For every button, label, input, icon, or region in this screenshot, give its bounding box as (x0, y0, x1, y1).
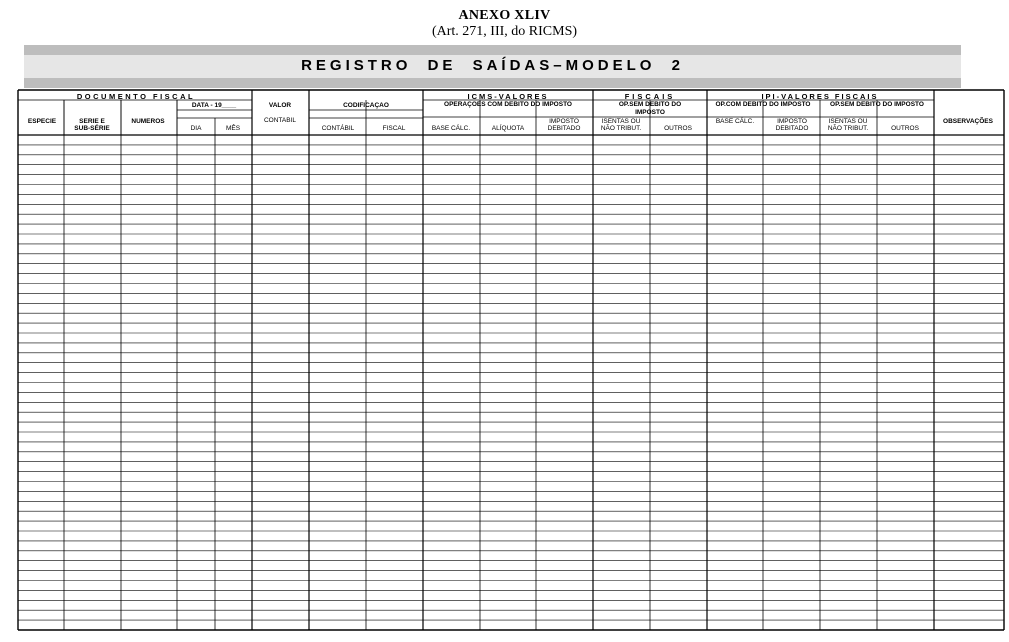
column-contabil: CONTÁBIL (321, 125, 355, 132)
column-serie-l2: SUB-SÉRIE (74, 125, 110, 132)
column-ipi-isentas-l1: ISENTAS OU (828, 118, 868, 125)
column-icms-aliquota: ALÍQUOTA (491, 125, 525, 132)
form-title: REGISTRO DE SAÍDAS–MODELO 2 (301, 57, 684, 74)
column-especie: ESPECIE (27, 118, 57, 125)
column-mes: MÊS (225, 125, 241, 132)
column-icms-isentas-l2: NÃO TRIBUT. (600, 125, 642, 132)
column-icms-imposto-debitado-l2: DEBITADO (547, 125, 581, 132)
column-ipi-outros: OUTROS (891, 125, 919, 132)
column-valor-contabil: CONTABIL (263, 117, 297, 124)
column-ipi-imposto-debitado-l2: DEBITADO (775, 125, 809, 132)
annex-reference: (Art. 271, III, do RICMS) (431, 24, 578, 39)
column-fiscal: FISCAL (382, 125, 406, 132)
column-icms-isentas-l1: ISENTAS OU (601, 118, 641, 125)
annex-title: ANEXO XLIV (458, 8, 551, 23)
subheader-ipi-op-sem-debito: OP.SEM DEBITO DO IMPOSTO (830, 101, 924, 108)
subheader-icms-op-sem-debito-l2: IMPOSTO (635, 109, 665, 116)
group-header-fiscais: FISCAIS (624, 92, 676, 101)
column-serie-l1: SERIE E (79, 118, 105, 125)
subheader-ipi-op-com-debito: OP.COM DEBITO DO IMPOSTO (715, 101, 811, 108)
subheader-icms-op-sem-debito-l1: OP.SEM DEBITO DO (618, 101, 682, 108)
column-ipi-base-calc: BASE CÁLC. (715, 118, 755, 125)
group-header-documento-fiscal: DOCUMENTO FISCAL (76, 92, 196, 101)
column-dia: DIA (190, 125, 202, 132)
subheader-icms-op-com-debito: OPERAÇOES COM DEBITO DO IMPOSTO (444, 101, 572, 108)
subheader-codificacao: CODIFICAÇAO (343, 102, 389, 109)
column-icms-outros: OUTROS (664, 125, 692, 132)
table-body-rows (18, 145, 1004, 620)
table-grid-lines (18, 90, 1004, 630)
column-observacoes: OBSERVAÇÕES (943, 118, 993, 125)
column-icms-imposto-debitado-l1: IMPOSTO (549, 118, 579, 125)
column-numeros: NUMEROS (131, 118, 165, 125)
subheader-data: DATA - 19____ (191, 102, 237, 109)
column-valor: VALOR (268, 102, 292, 109)
column-ipi-isentas-l2: NÃO TRIBUT. (827, 125, 869, 132)
group-header-ipi-valores-fiscais: IPI-VALORES FISCAIS (761, 92, 879, 101)
group-header-icms-valores: ICMS-VALORES (467, 92, 549, 101)
column-ipi-imposto-debitado-l1: IMPOSTO (777, 118, 807, 125)
column-icms-base-calc: BASE CÁLC. (431, 125, 471, 132)
